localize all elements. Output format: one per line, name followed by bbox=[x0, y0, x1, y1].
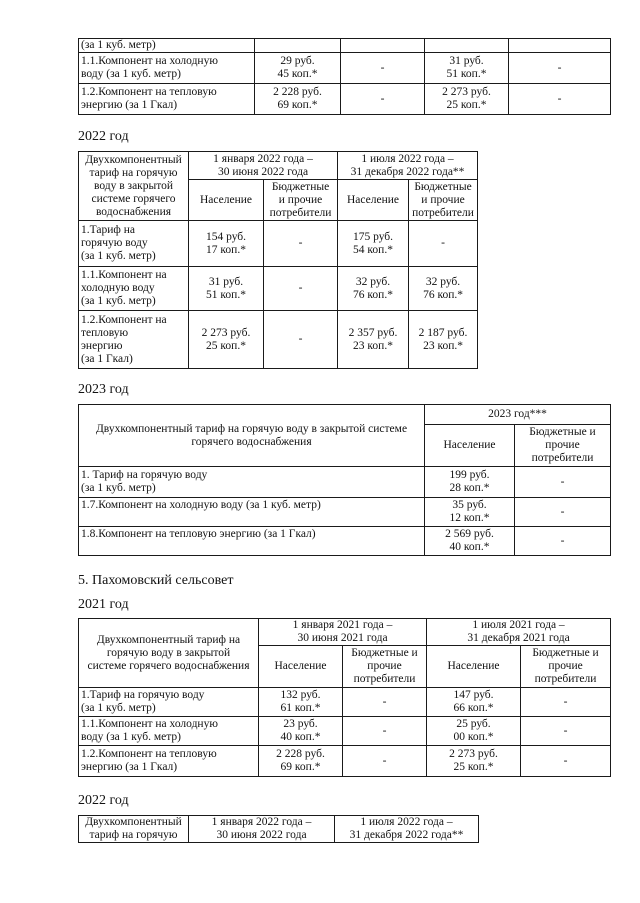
header-label: Двухкомпонентный тариф на горячую воду в закрытой системе горячего водоснабжения bbox=[79, 619, 259, 688]
cell-value: - bbox=[264, 221, 338, 267]
table-row bbox=[79, 467, 611, 498]
cell-value: 2 273 руб. 25 коп.* bbox=[427, 746, 521, 777]
cell-value: 32 руб. 76 коп.* bbox=[409, 267, 478, 311]
period-header: 1 января 2022 года – 30 июня 2022 года bbox=[189, 152, 338, 180]
section-title: 5. Пахомовский сельсовет bbox=[78, 573, 234, 588]
row-label: 1.1.Компонент на холодную воду (за 1 куб. метр) bbox=[79, 267, 189, 311]
period-header: 1 января 2022 года – 30 июня 2022 года bbox=[189, 816, 335, 843]
cell-value: 2 187 руб. 23 коп.* bbox=[409, 311, 478, 369]
year-heading-2021: 2021 год bbox=[78, 597, 129, 612]
column-header-population: Население bbox=[427, 646, 521, 688]
cell-value bbox=[509, 39, 611, 53]
period-header: 1 июля 2022 года – 31 декабря 2022 года** bbox=[338, 152, 478, 180]
cell-value: 2 273 руб. 25 коп.* bbox=[189, 311, 264, 369]
table-row bbox=[79, 498, 611, 527]
row-label: 1.1.Компонент на холодную воду (за 1 куб. метр) bbox=[79, 53, 255, 84]
header-label: Двухкомпонентный тариф на горячую воду в закрытой системе горячего водоснабжения bbox=[79, 152, 189, 221]
cell-value: - bbox=[515, 498, 611, 527]
table-header-row bbox=[79, 619, 611, 646]
cell-value bbox=[425, 39, 509, 53]
header-label: Двухкомпонентный тариф на горячую bbox=[79, 816, 189, 843]
tariff-table-continued bbox=[78, 38, 611, 115]
period-header: 1 июля 2022 года – 31 декабря 2022 года** bbox=[335, 816, 479, 843]
row-label: 1.Тариф на горячую воду (за 1 куб. метр) bbox=[79, 221, 189, 267]
row-label: 1.1.Компонент на холодную воду (за 1 куб. метр) bbox=[79, 717, 259, 746]
cell-value: - bbox=[521, 717, 611, 746]
row-label: (за 1 куб. метр) bbox=[79, 39, 255, 53]
table-row bbox=[79, 53, 611, 84]
cell-value: 32 руб. 76 коп.* bbox=[338, 267, 409, 311]
column-header-population: Население bbox=[259, 646, 343, 688]
header-label: Двухкомпонентный тариф на горячую воду в закрытой системе горячего водоснабжения bbox=[79, 405, 425, 467]
table-row bbox=[79, 267, 478, 311]
table-row bbox=[79, 84, 611, 115]
cell-value: 31 руб. 51 коп.* bbox=[425, 53, 509, 84]
row-label: 1.Тариф на горячую воду (за 1 куб. метр) bbox=[79, 688, 259, 717]
row-label: 1. Тариф на горячую воду (за 1 куб. метр) bbox=[79, 467, 425, 498]
cell-value: - bbox=[343, 717, 427, 746]
row-label: 1.2.Компонент на тепловую энергию (за 1 Гкал) bbox=[79, 84, 255, 115]
table-row bbox=[79, 221, 478, 267]
cell-value: 175 руб. 54 коп.* bbox=[338, 221, 409, 267]
cell-value: 199 руб. 28 коп.* bbox=[425, 467, 515, 498]
table-header-row bbox=[79, 405, 611, 425]
tariff-table-2022 bbox=[78, 151, 478, 369]
cell-value: - bbox=[341, 53, 425, 84]
row-label: 1.2.Компонент на тепловую энергию (за 1 Гкал) bbox=[79, 311, 189, 369]
table-header-row bbox=[79, 816, 479, 843]
column-header-other: Бюджетные и прочие потребители bbox=[521, 646, 611, 688]
row-label: 1.2.Компонент на тепловую энергию (за 1 Гкал) bbox=[79, 746, 259, 777]
year-heading-2023: 2023 год bbox=[78, 382, 129, 397]
row-label: 1.8.Компонент на тепловую энергию (за 1 Гкал) bbox=[79, 527, 425, 556]
cell-value: - bbox=[509, 53, 611, 84]
period-header: 1 января 2021 года – 30 июня 2021 года bbox=[259, 619, 427, 646]
cell-value: - bbox=[264, 311, 338, 369]
tariff-table-2023 bbox=[78, 404, 611, 556]
cell-value: 35 руб. 12 коп.* bbox=[425, 498, 515, 527]
table-row bbox=[79, 688, 611, 717]
cell-value: 154 руб. 17 коп.* bbox=[189, 221, 264, 267]
cell-value: 2 228 руб. 69 коп.* bbox=[259, 746, 343, 777]
cell-value: - bbox=[341, 84, 425, 115]
cell-value: 23 руб. 40 коп.* bbox=[259, 717, 343, 746]
cell-value: - bbox=[521, 746, 611, 777]
table-row bbox=[79, 311, 478, 369]
cell-value: 132 руб. 61 коп.* bbox=[259, 688, 343, 717]
cell-value: 2 357 руб. 23 коп.* bbox=[338, 311, 409, 369]
table-row bbox=[79, 39, 611, 53]
cell-value: 2 273 руб. 25 коп.* bbox=[425, 84, 509, 115]
column-header-other: Бюджетные и прочие потребители bbox=[343, 646, 427, 688]
tariff-table-2021 bbox=[78, 618, 611, 777]
column-header-population: Население bbox=[189, 180, 264, 221]
cell-value: - bbox=[515, 527, 611, 556]
year-heading-2022: 2022 год bbox=[78, 129, 129, 144]
column-header-population: Население bbox=[425, 425, 515, 467]
cell-value: - bbox=[521, 688, 611, 717]
cell-value: - bbox=[515, 467, 611, 498]
cell-value: 2 228 руб. 69 коп.* bbox=[255, 84, 341, 115]
cell-value bbox=[341, 39, 425, 53]
column-header-other: Бюджетные и прочие потребители bbox=[264, 180, 338, 221]
column-header-other: Бюджетные и прочие потребители bbox=[409, 180, 478, 221]
cell-value: - bbox=[264, 267, 338, 311]
cell-value: - bbox=[343, 688, 427, 717]
cell-value bbox=[255, 39, 341, 53]
tariff-table-2022-b bbox=[78, 815, 479, 843]
cell-value: 147 руб. 66 коп.* bbox=[427, 688, 521, 717]
cell-value: - bbox=[409, 221, 478, 267]
column-header-other: Бюджетные и прочие потребители bbox=[515, 425, 611, 467]
cell-value: 29 руб. 45 коп.* bbox=[255, 53, 341, 84]
period-header: 1 июля 2021 года – 31 декабря 2021 года bbox=[427, 619, 611, 646]
table-row bbox=[79, 746, 611, 777]
table-row bbox=[79, 717, 611, 746]
period-header: 2023 год*** bbox=[425, 405, 611, 425]
table-row bbox=[79, 527, 611, 556]
cell-value: 25 руб. 00 коп.* bbox=[427, 717, 521, 746]
cell-value: - bbox=[343, 746, 427, 777]
cell-value: 31 руб. 51 коп.* bbox=[189, 267, 264, 311]
year-heading-2022-b: 2022 год bbox=[78, 793, 129, 808]
column-header-population: Население bbox=[338, 180, 409, 221]
table-header-row bbox=[79, 152, 478, 180]
cell-value: - bbox=[509, 84, 611, 115]
row-label: 1.7.Компонент на холодную воду (за 1 куб. метр) bbox=[79, 498, 425, 527]
cell-value: 2 569 руб. 40 коп.* bbox=[425, 527, 515, 556]
